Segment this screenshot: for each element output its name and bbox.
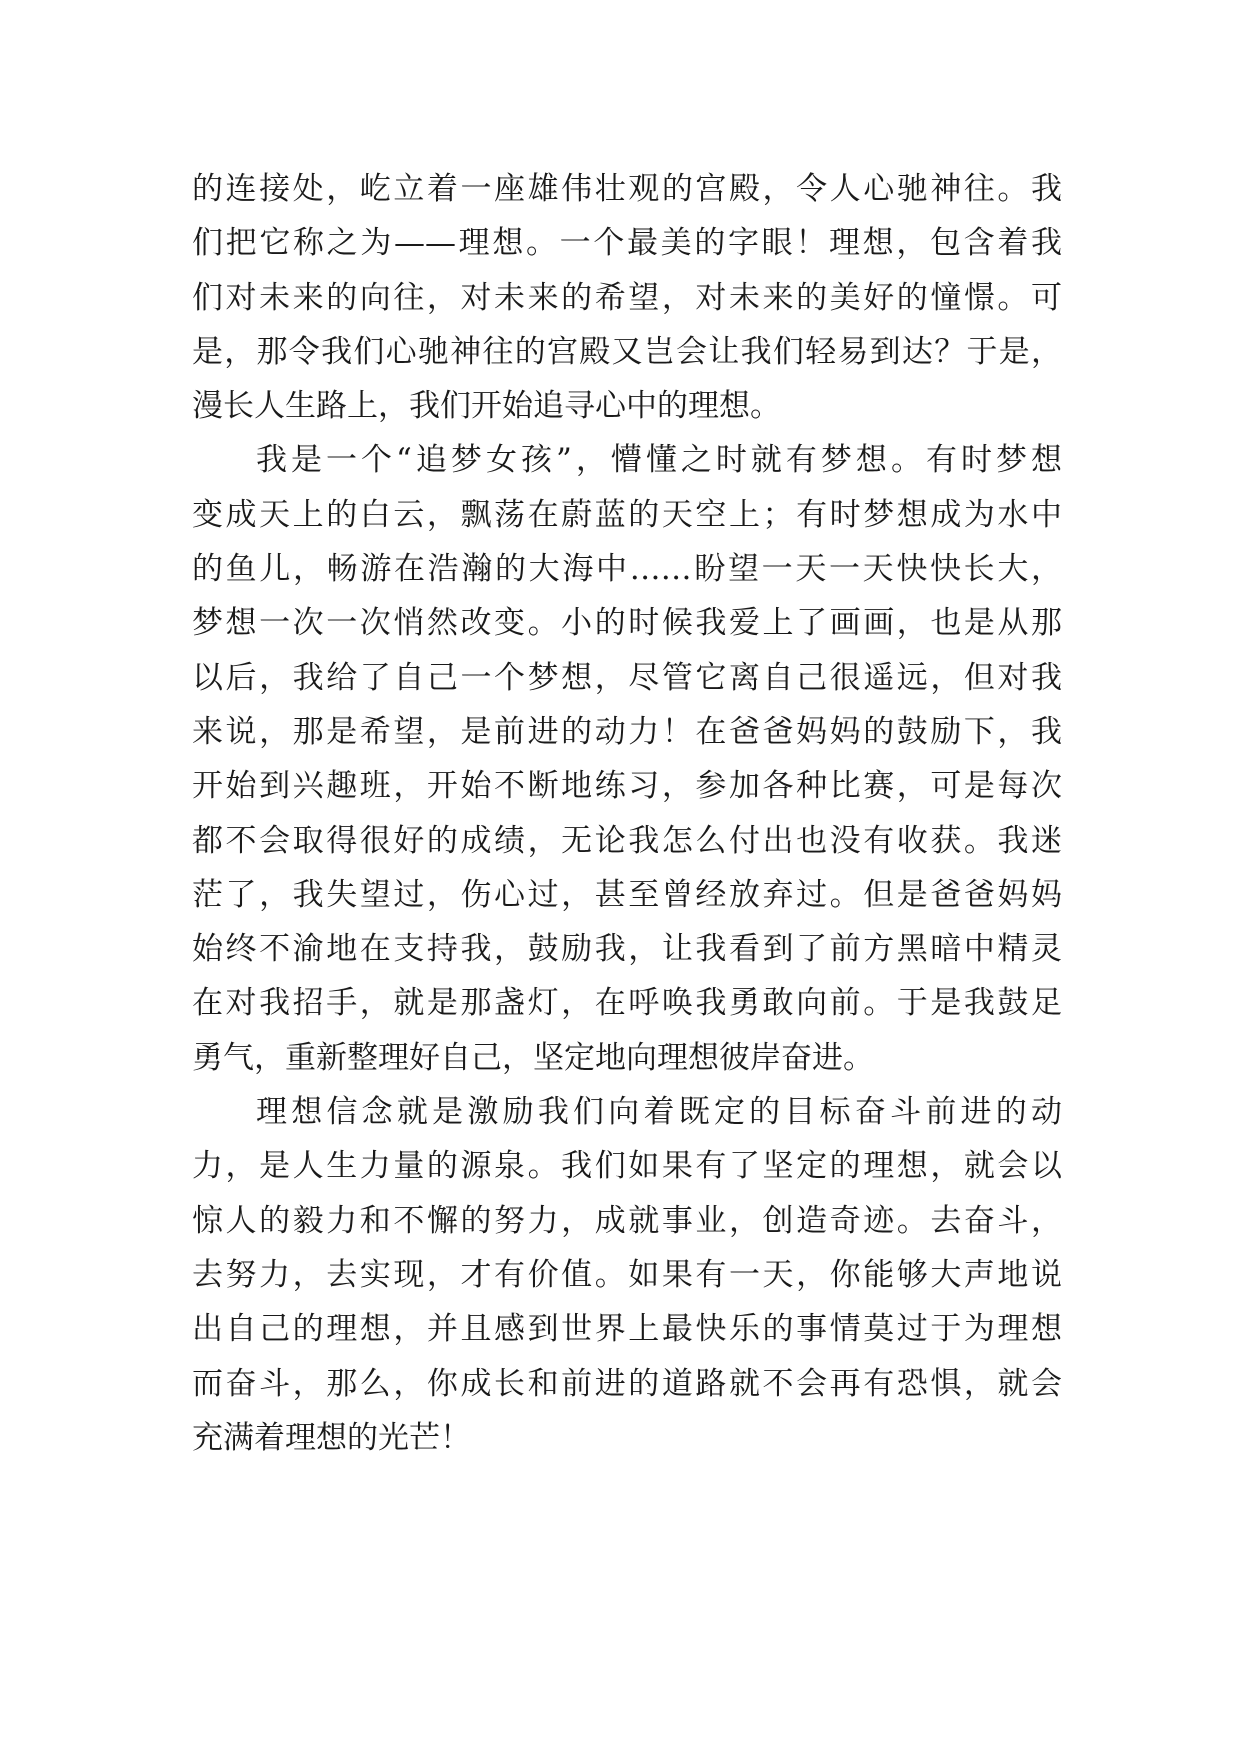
text-line: 力，是人生力量的源泉。我们如果有了坚定的理想，就会以: [192, 1148, 1062, 1185]
text-line: 茫了，我失望过，伤心过，甚至曾经放弃过。但是爸爸妈妈: [192, 876, 1062, 913]
text-line: 勇气，重新整理好自己，坚定地向理想彼岸奋进。: [192, 1039, 874, 1076]
text-line: 梦想一次一次悄然改变。小的时候我爱上了画画，也是从那: [192, 605, 1062, 642]
text-line: 都不会取得很好的成绩，无论我怎么付出也没有收获。我迷: [192, 822, 1062, 859]
text-line: 惊人的毅力和不懈的努力，成就事业，创造奇迹。去奋斗，: [192, 1202, 1062, 1239]
text-line: 去努力，去实现，才有价值。如果有一天，你能够大声地说: [192, 1256, 1062, 1293]
text-line: 是，那令我们心驰神往的宫殿又岂会让我们轻易到达？于是，: [192, 333, 1062, 370]
text-line: 我是一个“追梦女孩”，懵懂之时就有梦想。有时梦想: [256, 442, 1062, 479]
text-line: 来说，那是希望，是前进的动力！在爸爸妈妈的鼓励下，我: [192, 713, 1062, 750]
document-body: [192, 162, 1062, 1465]
text-line: 始终不渝地在支持我，鼓励我，让我看到了前方黑暗中精灵: [192, 931, 1062, 968]
text-line: 以后，我给了自己一个梦想，尽管它离自己很遥远，但对我: [192, 659, 1062, 696]
text-line: 在对我招手，就是那盏灯，在呼唤我勇敢向前。于是我鼓足: [192, 985, 1062, 1022]
text-line: 理想信念就是激励我们向着既定的目标奋斗前进的动: [256, 1094, 1062, 1131]
text-line: 出自己的理想，并且感到世界上最快乐的事情莫过于为理想: [192, 1311, 1062, 1348]
text-line: 们对未来的向往，对未来的希望，对未来的美好的憧憬。可: [192, 279, 1062, 316]
text-line: 漫长人生路上，我们开始追寻心中的理想。: [192, 388, 781, 425]
text-line: 而奋斗，那么，你成长和前进的道路就不会再有恐惧，就会: [192, 1365, 1062, 1402]
text-line: 开始到兴趣班，开始不断地练习，参加各种比赛，可是每次: [192, 768, 1062, 805]
text-line: 变成天上的白云，飘荡在蔚蓝的天空上；有时梦想成为水中: [192, 496, 1062, 533]
text-line: 们把它称之为——理想。一个最美的字眼！理想，包含着我: [192, 225, 1062, 262]
text-line: 充满着理想的光芒！: [192, 1419, 471, 1456]
text-line: 的连接处，屹立着一座雄伟壮观的宫殿，令人心驰神往。我: [192, 171, 1062, 207]
text-line: 的鱼儿，畅游在浩瀚的大海中……盼望一天一天快快长大，: [192, 551, 1062, 588]
